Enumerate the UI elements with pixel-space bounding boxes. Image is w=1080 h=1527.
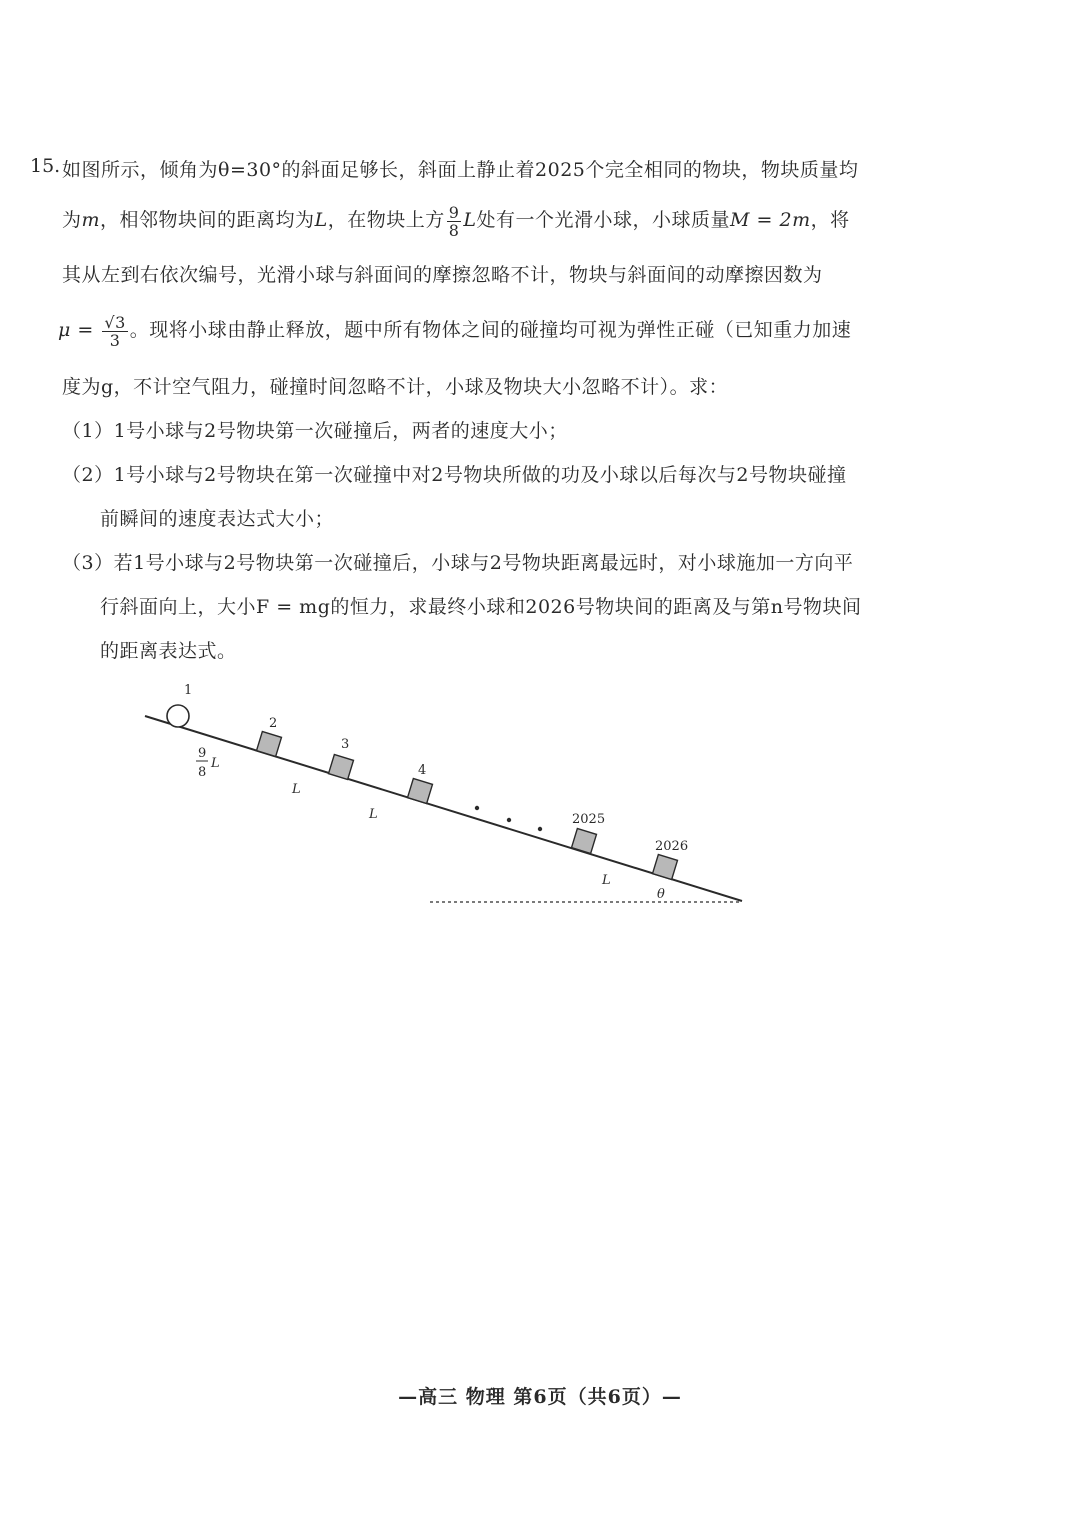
problem-line-1: 如图所示，倾角为θ=30°的斜面足够长，斜面上静止着2025个完全相同的物块，物块质量均 [62, 159, 859, 181]
subquestion-3-line-3: 的距离表达式。 [100, 640, 237, 662]
subquestion-3-line-2: 行斜面向上，大小F = mg的恒力，求最终小球和2026号物块间的距离及与第n号物块间 [100, 596, 862, 618]
subquestion-2-line-2: 前瞬间的速度表达式大小； [100, 508, 335, 530]
distance-label-first-L: L [211, 756, 220, 771]
ball-1 [167, 705, 189, 727]
block-label-4: 4 [418, 763, 427, 778]
distance-label-L: L [292, 782, 301, 797]
distance-label-L: L [369, 807, 378, 822]
fraction-sqrt3-over-3: √ $\frac{3}{3}$ [102, 314, 127, 349]
question-number: 15. [30, 155, 61, 177]
distance-label-first-den: 8 [198, 765, 207, 780]
subquestion-2-line-1: （2）1号小球与2号物块在第一次碰撞中对2号物块所做的功及小球以后每次与2号物块碰撞 [62, 464, 847, 486]
block-label-3: 3 [341, 737, 350, 752]
angle-label: θ [657, 887, 665, 902]
problem-line-4: μ = √ $\frac{3}{3}$ 。现将小球由静止释放，题中所有物体之间的碰撞均可视为弹性正碰（已知重力加速 [58, 310, 851, 350]
subquestion-3-line-1: （3）若1号小球与2号物块第一次碰撞后，小球与2号物块距离最远时，对小球施加一方向平 [62, 552, 854, 574]
block-2026 [653, 855, 678, 880]
block-3 [329, 755, 354, 780]
problem-line-2: 为m，相邻物块间的距离均为L，在物块上方 $\frac{9}{8}$ L处有一个光滑小球，小球质量M = 2m，将 [62, 202, 850, 240]
block-label-2025: 2025 [572, 812, 606, 827]
subquestion-1: （1）1号小球与2号物块第一次碰撞后，两者的速度大小； [62, 420, 568, 442]
ellipsis-dot [475, 806, 479, 810]
block-label-2: 2 [269, 716, 278, 731]
problem-line-5: 度为g，不计空气阻力，碰撞时间忽略不计，小球及物块大小忽略不计）。求： [62, 376, 729, 398]
block-4 [408, 779, 433, 804]
fraction-nine-eighths: $\frac{9}{8}$ [448, 202, 460, 240]
ellipsis-dot [507, 818, 511, 822]
distance-label-L: L [602, 873, 611, 888]
ball-label: 1 [184, 683, 193, 698]
ellipsis-dot [538, 827, 542, 831]
distance-label-first-num: 9 [198, 746, 207, 761]
page-footer: —高三 物理 第6页（共6页）— [398, 1386, 682, 1408]
problem-line-3: 其从左到右依次编号，光滑小球与斜面间的摩擦忽略不计，物块与斜面间的动摩擦因数为 [62, 264, 823, 286]
block-label-2026: 2026 [655, 839, 689, 854]
